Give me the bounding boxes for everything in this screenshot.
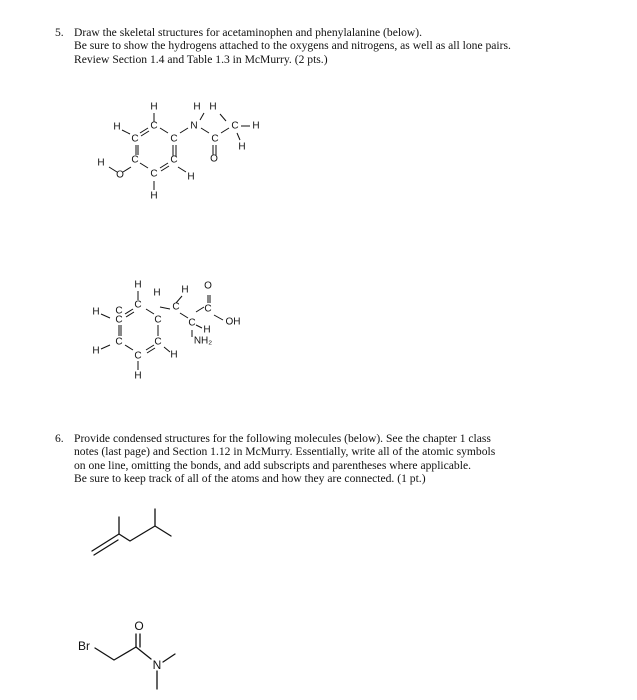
svg-text:H: H: [153, 287, 161, 299]
svg-text:O: O: [210, 153, 218, 165]
question-6-line-1: Provide condensed structures for the following molecules (below). See the chapter 1 class: [74, 432, 491, 445]
svg-text:OH: OH: [225, 316, 241, 328]
svg-text:H: H: [150, 190, 158, 202]
svg-text:H: H: [193, 101, 201, 113]
svg-text:C: C: [115, 314, 123, 326]
svg-text:C: C: [170, 133, 178, 145]
question-6-line-3: on one line, omitting the bonds, and add subscripts and parentheses where applicable.: [74, 458, 471, 472]
svg-text:Br: Br: [78, 639, 90, 653]
svg-text:N: N: [152, 658, 162, 672]
svg-text:H: H: [181, 284, 189, 296]
svg-text:H: H: [92, 306, 100, 318]
svg-text:H: H: [134, 370, 142, 382]
svg-text:H: H: [238, 141, 246, 153]
svg-text:N: N: [190, 120, 198, 132]
question-6-line-4: Be sure to keep track of all of the atoms and how they are connected. (1 pt.): [74, 472, 426, 486]
svg-text:C: C: [134, 350, 142, 362]
question-6-line-2: notes (last page) and Section 1.12 in McMurry. Essentially, write all of the atomic symbols: [74, 445, 496, 459]
svg-text:C: C: [134, 299, 142, 311]
svg-text:O: O: [134, 619, 144, 633]
svg-text:H: H: [134, 279, 142, 291]
svg-text:C: C: [150, 168, 158, 180]
svg-text:H: H: [150, 101, 158, 113]
question-5-line-2: Be sure to show the hydrogens attached to the oxygens and nitrogens, as well as all lone pairs.: [74, 39, 511, 53]
svg-text:NH₂: NH₂: [193, 335, 213, 347]
svg-text:C: C: [115, 305, 123, 317]
svg-text:C: C: [211, 133, 219, 145]
svg-text:C: C: [172, 301, 180, 313]
svg-text:H: H: [113, 121, 121, 133]
svg-text:C: C: [131, 154, 139, 166]
svg-text:C: C: [115, 336, 123, 348]
svg-text:H: H: [203, 324, 211, 336]
svg-text:C: C: [150, 120, 158, 132]
svg-text:H: H: [187, 171, 195, 183]
svg-text:H: H: [170, 349, 178, 361]
svg-text:H: H: [92, 345, 100, 357]
svg-text:C: C: [154, 314, 162, 326]
svg-text:H: H: [209, 101, 217, 113]
svg-text:C: C: [231, 120, 239, 132]
question-5-line-1: Draw the skeletal structures for acetaminophen and phenylalanine (below).: [74, 26, 422, 39]
svg-text:C: C: [204, 303, 212, 315]
svg-text:H: H: [252, 120, 260, 132]
svg-text:H: H: [97, 157, 105, 169]
svg-text:O: O: [116, 169, 124, 181]
svg-text:O: O: [204, 280, 212, 292]
question-5-number: 5.: [55, 26, 64, 39]
svg-text:C: C: [188, 317, 196, 329]
question-6-number: 6.: [55, 432, 64, 445]
svg-text:C: C: [154, 336, 162, 348]
question-5-line-3: Review Section 1.4 and Table 1.3 in McMurry. (2 pts.): [74, 52, 328, 66]
svg-text:C: C: [131, 133, 139, 145]
svg-text:C: C: [170, 154, 178, 166]
